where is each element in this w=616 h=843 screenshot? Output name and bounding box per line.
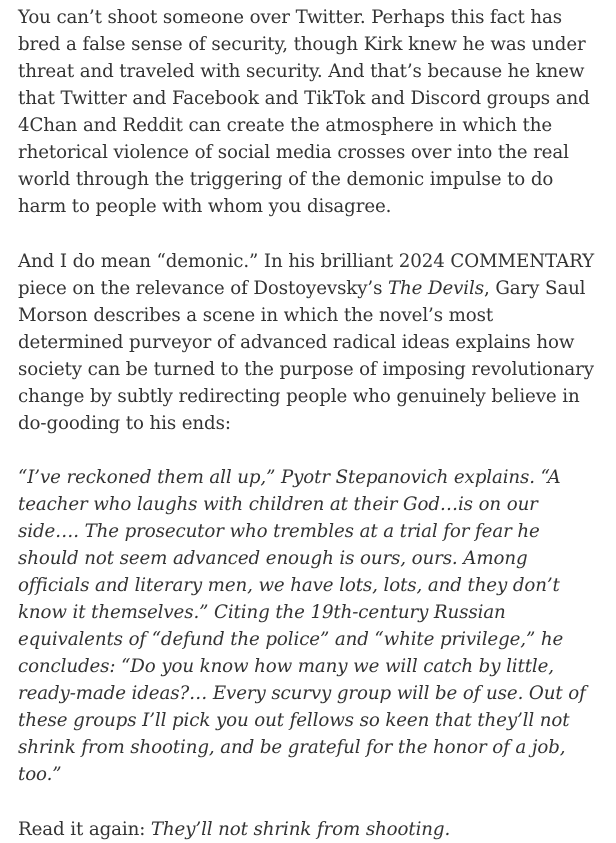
paragraph-twitter: You can’t shoot someone over Twitter. Perhaps this fact has bred a false sense of security, though Kirk knew he was under threat and traveled with security. And that’s because he knew that Twitter and Facebook and TikTok and Discord groups and 4Chan and Reddit can create the atmosphere in which the rhetorical violence of social media crosses over into the real world through the triggering of the demonic impulse to do harm to people with whom you disagree. xyxy=(18,7,590,217)
paragraph-demonic-text-end: , Gary Saul Morson describes a scene in which the novel’s most determined purveyor of advanced radical ideas explains how society can be turned to the purpose of imposing revolutionary change by subtly redirecting people who genuinely believe in do-gooding to his ends: xyxy=(18,277,594,434)
article-body xyxy=(0,4,616,843)
paragraph-demonic-text-start: And I do mean “demonic.” In his brilliant 2024 COMMENTARY piece on the relevance of Dostoyevsky’s xyxy=(18,250,595,299)
read-again-emphasis: They’ll not shrink from shooting. xyxy=(150,818,451,840)
paragraph-read-again xyxy=(18,816,602,843)
block-quote: “I’ve reckoned them all up,” Pyotr Stepanovich explains. “A teacher who laughs with children at their God…is on our side…. The prosecutor who trembles at a trial for fear he should not seem advanced enough is ours, ours. Among officials and literary men, we have lots, lots, and they don’t know it themselves.” Citing the 19th-century Russian equivalents of “defund the police” and “white privilege,” he concludes: “Do you know how many we will catch by little, ready-made ideas?… Every scurvy group will be of use. Out of these groups I’ll pick you out fellows so keen that they’ll not shrink from shooting, and be grateful for the honor of a job, too.” xyxy=(18,467,586,785)
paragraph-demonic xyxy=(18,248,602,437)
book-title: The Devils xyxy=(388,277,484,299)
read-again-lead: Read it again: xyxy=(18,818,151,840)
